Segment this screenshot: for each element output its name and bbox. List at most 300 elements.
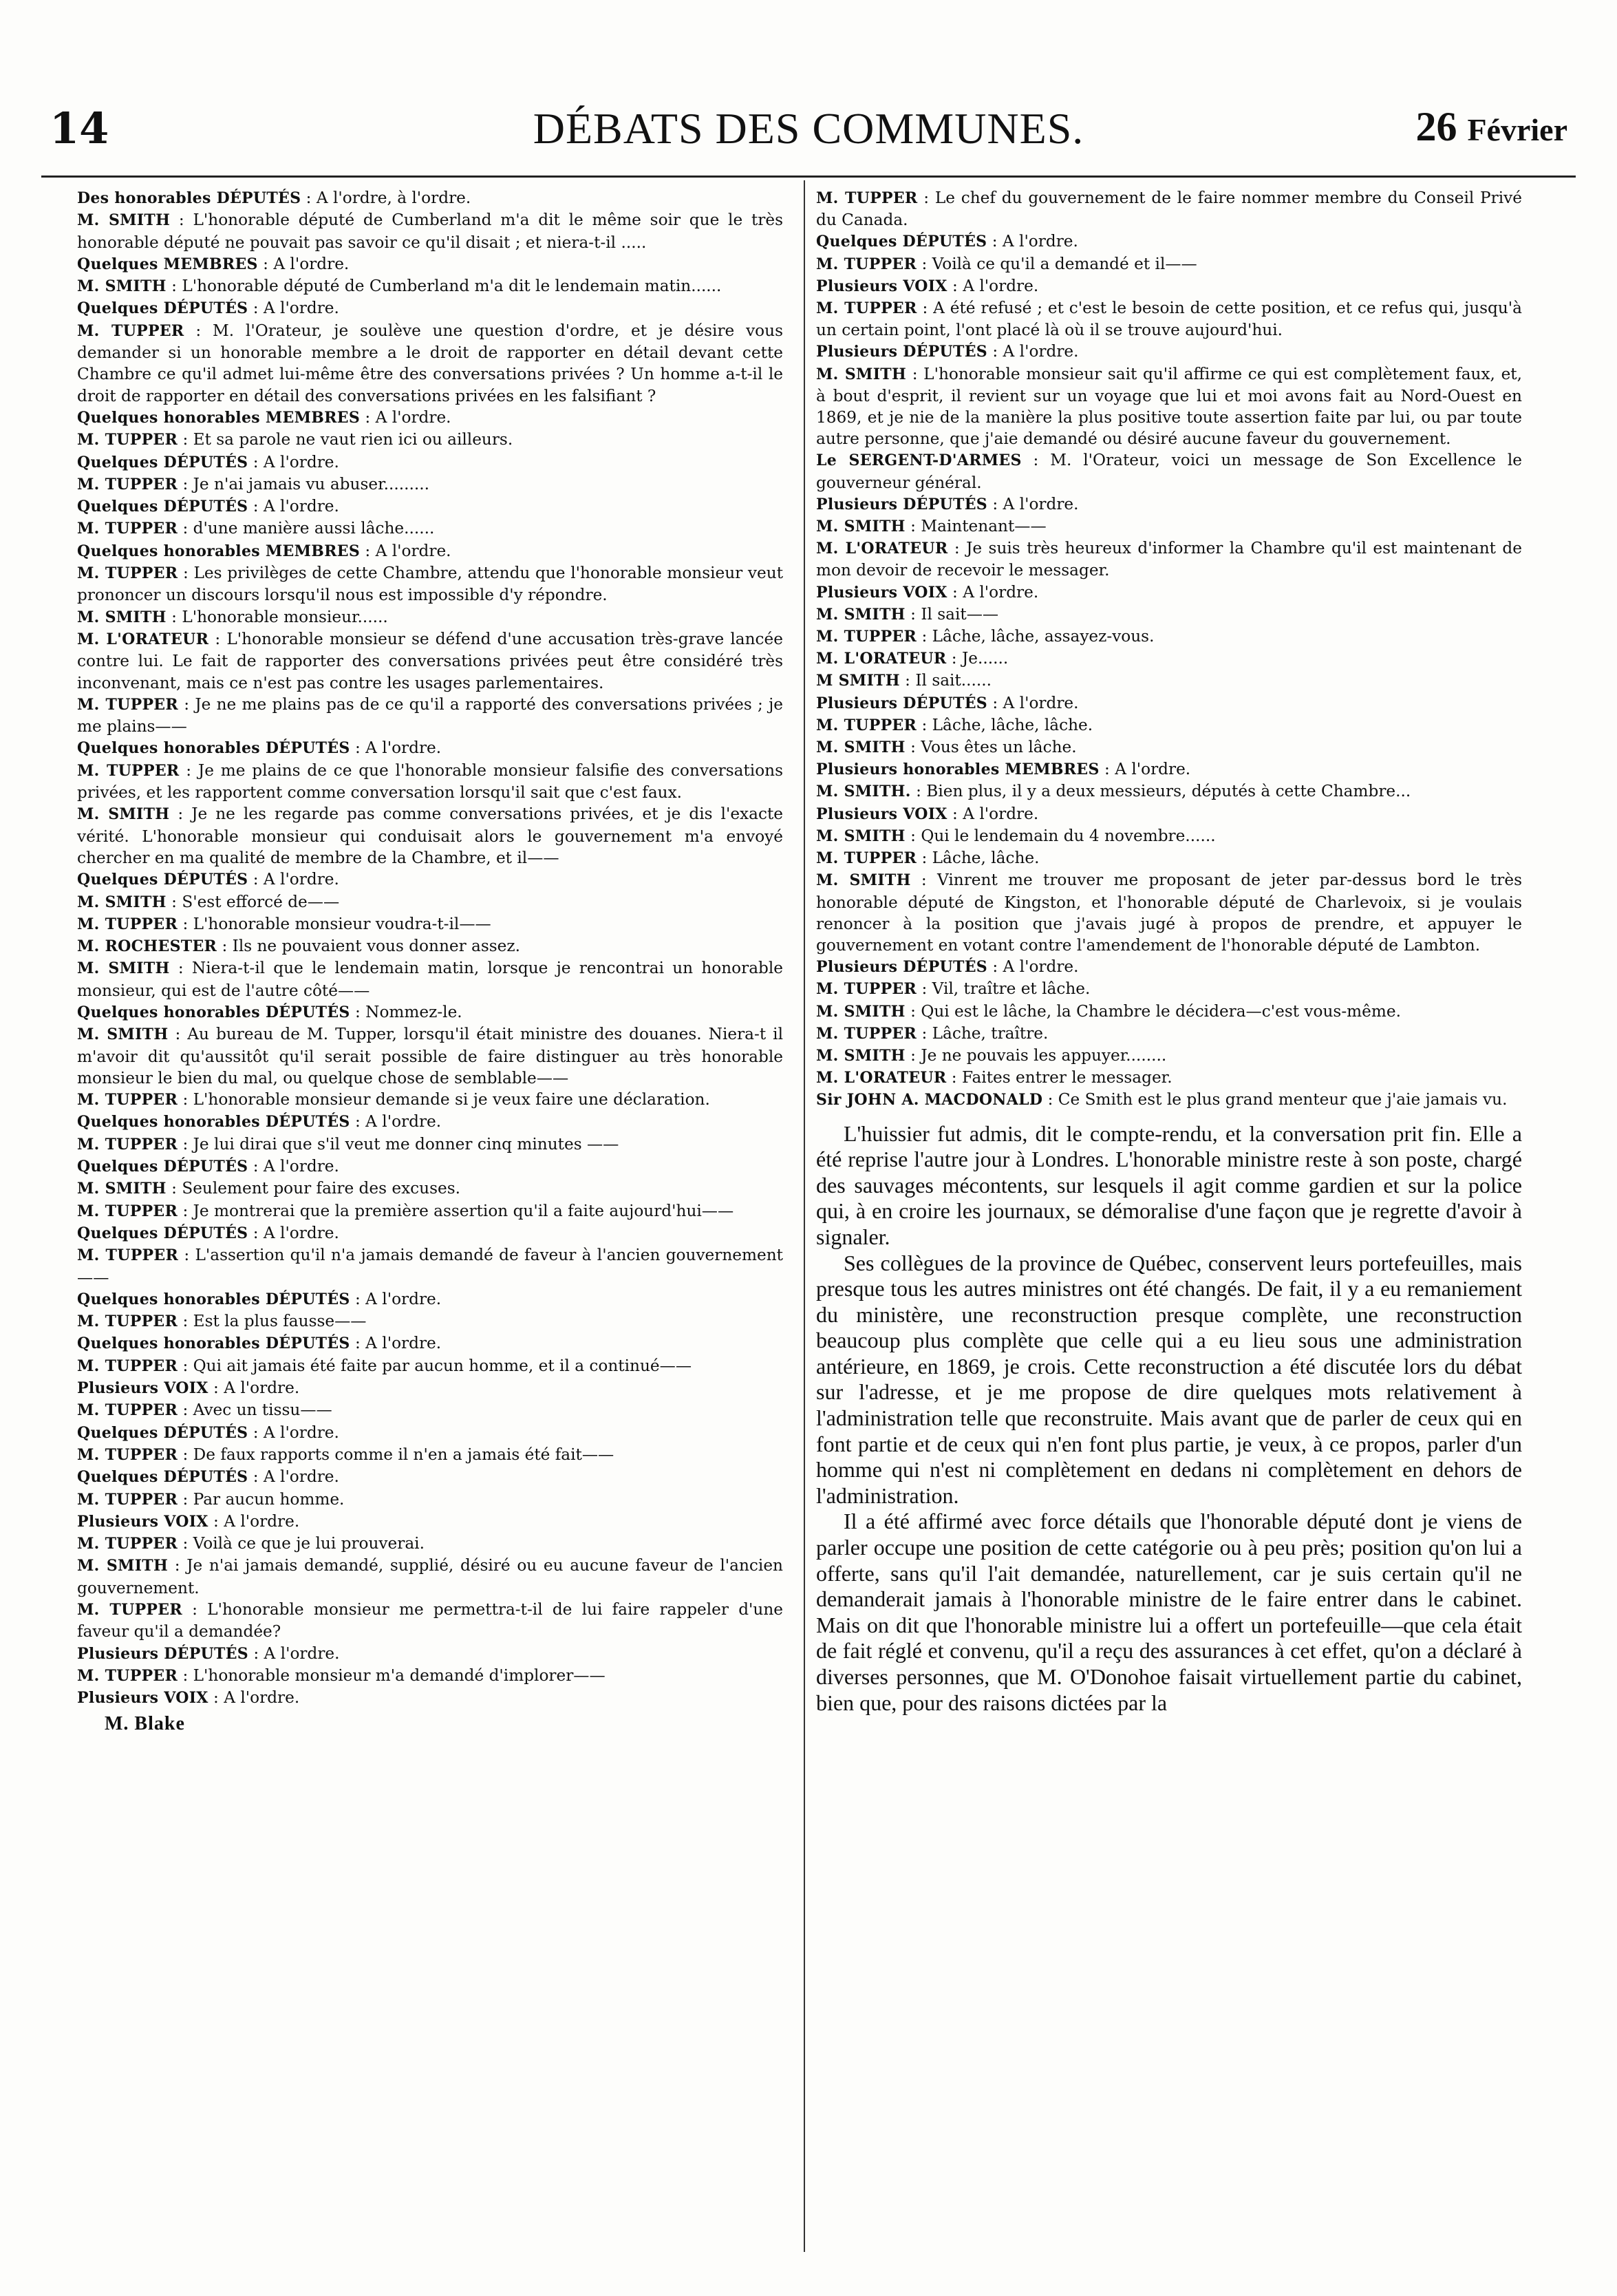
entry-text: A l'ordre. [263, 1157, 339, 1176]
debate-entry [816, 341, 1522, 363]
speaker-name: M. TUPPER [77, 1601, 182, 1619]
entry-text: L'honorable monsieur se défend d'une accusation très-grave lancée contre lui. Le fait de rapporter des conversations privées peut être considéré très inconvenant, mais ce n'est pas contre les usages parlementaires. [77, 629, 783, 692]
debate-entry [77, 1377, 783, 1399]
entry-text: Est la plus fausse—— [193, 1312, 367, 1331]
speaker-separator: : [947, 539, 967, 558]
speaker-name: M. TUPPER [816, 716, 917, 734]
debate-entry [77, 1511, 783, 1533]
speaker-name: M. SMITH [77, 1180, 167, 1198]
speaker-name: M. SMITH [816, 1046, 906, 1065]
speaker-name: M. TUPPER [77, 1246, 179, 1265]
debate-entry [77, 1599, 783, 1643]
debate-entry [77, 275, 783, 297]
date-month: Février [1467, 112, 1567, 147]
entry-text: Vil, traître et lâche. [932, 979, 1091, 999]
debate-entry [77, 320, 783, 407]
speaker-name: M. TUPPER [77, 1135, 178, 1154]
debate-entry [77, 1355, 783, 1377]
debate-entry [816, 538, 1522, 581]
speaker-separator: : [917, 979, 932, 999]
debate-entry [77, 957, 783, 1001]
speaker-name: Plusieurs VOIX [816, 583, 947, 602]
debate-entry [816, 714, 1522, 736]
speaker-name: Quelques DÉPUTÉS [77, 1468, 248, 1487]
debate-entry [77, 540, 783, 562]
prose-paragraph: Ses collègues de la province de Québec, conservent leurs portefeuilles, mais presque tous les autres ministres ont été changés. De fait, il y a eu remaniement du ministère, une reconstruction presque complète, une reconstruction beaucoup plus complète que celle qui a eu lieu sous une administration antérieure, en 1869, je crois. Cette reconstruction a été discutée lors du débat sur l'adresse, et je me propose de dire quelques mots relativement à l'administration telle que reconstruite. Mais avant que de parler de ceux qui en font partie et de ceux qui n'en font plus partie, je veux, à ce propos, parler d'un homme qui n'est ni complètement en dedans ni complètement en dehors de l'administration. [816, 1250, 1522, 1508]
entry-text: A l'ordre. [1003, 957, 1079, 977]
speaker-separator: : [178, 474, 193, 493]
page-date [1415, 103, 1567, 151]
entry-text: L'honorable monsieur demande si je veux faire une déclaration. [193, 1090, 710, 1109]
debate-entry [816, 780, 1522, 802]
debate-entry [77, 1555, 783, 1599]
entry-text: Maintenant—— [921, 517, 1047, 536]
speaker-separator: : [166, 1179, 182, 1198]
speaker-name: Plusieurs DÉPUTÉS [816, 343, 987, 361]
entry-text: Je n'ai jamais vu abuser......... [193, 474, 429, 493]
speaker-separator: : [208, 1379, 224, 1398]
debate-entry [77, 1422, 783, 1444]
speaker-name: M. SMITH [816, 365, 907, 383]
speaker-name: Quelques DÉPUTÉS [77, 1423, 248, 1442]
speaker-separator: : [350, 1334, 366, 1353]
debate-entry [77, 1156, 783, 1178]
column-divider [804, 180, 805, 2252]
speaker-name: M. SMITH [77, 959, 170, 978]
entry-text: L'honorable député de Cumberland m'a dit le même soir que le très honorable député ne pouvait pas savoir ce qu'il disait ; et niera-t-il ..... [77, 211, 783, 252]
speaker-name: M. TUPPER [77, 475, 178, 493]
entry-text: L'honorable monsieur voudra-t-il—— [193, 914, 491, 933]
debate-entry [77, 1643, 783, 1665]
debate-entry [816, 978, 1522, 1000]
entry-text: A l'ordre. [224, 1688, 300, 1708]
debate-entry [77, 628, 783, 694]
speaker-name: M. SMITH [77, 805, 170, 824]
entry-text: L'assertion qu'il n'a jamais demandé de faveur à l'ancien gouvernement—— [77, 1246, 783, 1287]
entry-text: L'honorable monsieur me permettra-t-il de lui faire rappeler d'une faveur qu'il a demandée? [77, 1600, 784, 1641]
speaker-separator: : [178, 519, 193, 538]
speaker-name: Quelques honorables MEMBRES [77, 542, 361, 560]
debate-entry [77, 1089, 783, 1111]
entry-text: Je ne pouvais les appuyer........ [921, 1045, 1167, 1065]
speaker-separator: : [947, 582, 963, 602]
speaker-separator: : [987, 342, 1003, 361]
speaker-separator: : [1042, 1090, 1058, 1109]
speaker-separator: : [987, 693, 1003, 712]
entry-text: L'honorable monsieur...... [182, 607, 388, 626]
speaker-separator: : [168, 1556, 187, 1575]
speaker-separator: : [166, 892, 182, 911]
speaker-name: M. SMITH [77, 211, 171, 230]
entry-text: Les privilèges de cette Chambre, attendu que l'honorable monsieur veut prononcer un discours lorsqu'il nous est impossible d'y répondre. [77, 564, 784, 605]
speaker-separator: : [170, 211, 193, 230]
speaker-name: M. TUPPER [816, 189, 918, 207]
speaker-name: M. L'ORATEUR [816, 650, 947, 668]
debate-entry [77, 760, 783, 804]
debate-entry [77, 891, 783, 913]
debate-entry [77, 253, 783, 275]
speaker-separator: : [917, 715, 932, 734]
entry-text: Bien plus, il y a deux messieurs, députés à cette Chambre... [926, 782, 1411, 801]
debate-entry [77, 1111, 783, 1133]
debate-entry [816, 825, 1522, 847]
speaker-name: M. TUPPER [77, 915, 178, 933]
debate-entry [816, 670, 1522, 692]
entry-text: A l'ordre. [263, 870, 339, 889]
debate-entry [816, 626, 1522, 648]
speaker-name: M. SMITH [77, 277, 167, 296]
debate-entry [816, 803, 1522, 825]
speaker-separator: : [208, 629, 227, 648]
entry-text: Par aucun homme. [193, 1489, 345, 1509]
speaker-name: Quelques DÉPUTÉS [77, 453, 248, 471]
speaker-name: Quelques DÉPUTÉS [816, 233, 987, 251]
speaker-separator: : [208, 1688, 224, 1708]
debate-entry [77, 1310, 783, 1332]
right-column-entries [816, 187, 1522, 1112]
entry-text: Lâche, lâche, lâche. [932, 715, 1093, 734]
speaker-separator: : [182, 1600, 208, 1619]
entry-text: Ils ne pouvaient vous donner assez. [232, 937, 520, 956]
speaker-separator: : [178, 914, 193, 933]
speaker-separator: : [178, 1090, 193, 1109]
speaker-separator: : [917, 849, 932, 868]
speaker-name: M. TUPPER [816, 255, 917, 273]
entry-text: A l'ordre. [1002, 232, 1078, 251]
speaker-name: M. ROCHESTER [77, 937, 217, 956]
debate-entry [816, 253, 1522, 275]
speaker-name: M. TUPPER [77, 761, 180, 780]
speaker-name: M. TUPPER [77, 1401, 178, 1420]
speaker-name: Quelques DÉPUTÉS [77, 1158, 248, 1176]
speaker-separator: : [178, 1489, 193, 1509]
speaker-name: Plusieurs VOIX [77, 1379, 208, 1398]
speaker-name: M. SMITH [77, 893, 167, 911]
entry-text: Vinrent me trouver me proposant de jeter par-dessus bord le très honorable député de Kingston, et l'honorable député de Charlevoix, si je voulais renoncer à la position que j'avais jugé à propos de prendre, et appuyer le gouvernement en votant contre l'amendement de l'honorable député de Lambton. [816, 871, 1522, 955]
speaker-separator: : [917, 627, 932, 646]
speaker-name: M. TUPPER [816, 849, 917, 868]
entry-text: Je ne me plains pas de ce qu'il a rapporté des conversations privées ; je me plains—— [77, 694, 784, 736]
speaker-separator: : [906, 364, 924, 383]
entry-text: A l'ordre. [264, 1644, 340, 1663]
speaker-name: Plusieurs honorables MEMBRES [816, 761, 1100, 779]
debate-entry [816, 493, 1522, 515]
entry-text: A l'ordre. [263, 299, 339, 318]
speaker-separator: : [178, 1134, 193, 1154]
speaker-name: M. SMITH [816, 518, 906, 536]
debate-entry [816, 231, 1522, 253]
entry-text: S'est efforcé de—— [182, 892, 340, 911]
entry-text: Il sait...... [915, 671, 992, 690]
speaker-name: M. SMITH [816, 871, 911, 890]
speaker-separator: : [248, 1644, 264, 1663]
entry-text: A l'ordre. [365, 1112, 442, 1131]
debate-entry [816, 869, 1522, 956]
debate-entry [816, 449, 1522, 493]
speaker-separator: : [946, 649, 962, 668]
speaker-separator: : [178, 1312, 193, 1331]
entry-text: A l'ordre. [365, 1289, 442, 1308]
speaker-separator: : [208, 1511, 224, 1531]
entry-text: A l'ordre. [1003, 494, 1079, 513]
speaker-name: Quelques honorables DÉPUTÉS [77, 1335, 350, 1353]
speaker-separator: : [178, 1445, 193, 1464]
entry-text: A l'ordre. [263, 1223, 339, 1242]
speaker-separator: : [178, 1201, 193, 1220]
speaker-name: Plusieurs VOIX [816, 805, 947, 823]
speaker-separator: : [899, 671, 916, 690]
debate-entry [77, 1134, 783, 1156]
debate-entry [77, 562, 783, 606]
speaker-separator: : [248, 452, 264, 471]
speaker-separator: : [917, 254, 932, 273]
speaker-separator: : [1099, 760, 1115, 779]
debate-entry [77, 1489, 783, 1511]
entry-text: A l'ordre. [224, 1511, 300, 1531]
speaker-name: M. L'ORATEUR [816, 540, 948, 558]
speaker-separator: : [248, 497, 264, 516]
debate-entry [77, 1200, 783, 1222]
entry-text: Qui le lendemain du 4 novembre...... [921, 826, 1216, 845]
left-column [77, 187, 783, 1735]
entry-text: Qui ait jamais été faite par aucun homme, et il a continué—— [193, 1356, 692, 1375]
debate-entry [816, 1089, 1522, 1111]
speaker-name: M. TUPPER [77, 1535, 178, 1553]
debate-entry [77, 297, 783, 319]
entry-text: A l'ordre. [375, 541, 451, 560]
debate-entry [77, 518, 783, 540]
speaker-name: M. L'ORATEUR [77, 630, 209, 648]
speaker-separator: : [257, 254, 274, 273]
debate-entry [77, 913, 783, 935]
speaker-separator: : [248, 870, 264, 889]
debate-entry [77, 737, 783, 759]
speaker-separator: : [910, 871, 938, 890]
debate-entry [77, 694, 783, 738]
speaker-name: Plusieurs DÉPUTÉS [816, 694, 987, 712]
debate-entry [816, 582, 1522, 604]
debate-entry [816, 648, 1522, 670]
entry-text: A l'ordre. [963, 582, 1039, 602]
debate-entry [816, 1001, 1522, 1023]
entry-text: Lâche, lâche. [932, 849, 1040, 868]
entry-text: A l'ordre. [273, 254, 350, 273]
debate-entry [816, 847, 1522, 869]
right-column [816, 187, 1522, 1716]
entry-text: Voilà ce que je lui prouverai. [193, 1534, 425, 1553]
speaker-name: M. TUPPER [77, 1445, 178, 1464]
speaker-separator: : [947, 804, 963, 823]
speaker-separator: : [301, 189, 317, 207]
entry-text: M. l'Orateur, voici un message de Son Excellence le gouverneur général. [816, 451, 1522, 492]
speaker-separator: : [248, 1423, 264, 1442]
entry-text: De faux rapports comme il n'en a jamais été fait—— [193, 1445, 614, 1464]
speaker-name: M. TUPPER [816, 628, 917, 646]
speaker-separator: : [917, 189, 935, 207]
speaker-separator: : [987, 494, 1003, 513]
speaker-name: Des honorables DÉPUTÉS [77, 189, 301, 207]
debate-entry [77, 1288, 783, 1310]
entry-text: Et sa parole ne vaut rien ici ou ailleurs. [193, 430, 513, 449]
entry-text: A l'ordre. [263, 1423, 339, 1442]
speaker-separator: : [178, 430, 193, 449]
entry-text: Vous êtes un lâche. [921, 738, 1077, 757]
speaker-separator: : [178, 1534, 193, 1553]
debate-entry [77, 1001, 783, 1023]
debate-entry [816, 275, 1522, 297]
entry-text: Je n'ai jamais demandé, supplié, désiré ou eu aucune faveur de l'ancien gouvernement. [77, 1556, 783, 1597]
speaker-separator: : [905, 738, 921, 757]
debate-entry [77, 496, 783, 518]
speaker-name: Plusieurs VOIX [816, 277, 947, 295]
speaker-separator: : [166, 607, 182, 626]
left-column-entries [77, 187, 783, 1709]
speaker-separator: : [917, 1023, 932, 1043]
speaker-separator: : [905, 1045, 921, 1065]
entry-text: Je suis très heureux d'informer la Chambre qu'il est maintenant de mon devoir de recevoir le messager. [816, 539, 1522, 580]
speaker-name: Le SERGENT-D'ARMES [816, 451, 1022, 470]
speaker-name: M. TUPPER [816, 1024, 917, 1043]
entry-text: A l'ordre. [1003, 693, 1079, 712]
entry-text: A l'ordre, à l'ordre. [316, 189, 471, 207]
speaker-name: M. TUPPER [816, 980, 917, 999]
debate-entry [77, 935, 783, 957]
speaker-separator: : [248, 299, 264, 318]
entry-text: L'honorable monsieur sait qu'il affirme ce qui est complètement faux, et, à bout d'esprit, il revient sur un voyage que lui et moi avons fait au Nord-Ouest en 1869, et je nie de la manière la plus positive toute assertion faite par lui, ou par toute autre personne, que j'aie demandé ou désiré aucune faveur du gouvernement. [816, 364, 1522, 449]
speaker-separator: : [987, 232, 1003, 251]
speaker-name: M. SMITH [77, 608, 167, 626]
entry-text: A l'ordre. [365, 1334, 442, 1353]
speaker-separator: : [178, 694, 195, 714]
speaker-name: M. TUPPER [77, 1357, 178, 1375]
speaker-name: M. SMITH [816, 605, 906, 624]
speaker-name: Plusieurs DÉPUTÉS [77, 1644, 248, 1663]
debate-entry [816, 604, 1522, 626]
speaker-name: M. SMITH [816, 1002, 906, 1021]
debate-entry [77, 869, 783, 891]
debate-entry [77, 407, 783, 429]
speaker-separator: : [248, 1157, 264, 1176]
speaker-separator: : [1021, 451, 1051, 470]
speaker-name: M. TUPPER [77, 1091, 178, 1109]
speaker-name: M. TUPPER [77, 1202, 178, 1220]
speaker-separator: : [217, 937, 233, 956]
speaker-separator: : [905, 517, 921, 536]
debate-entry [816, 956, 1522, 978]
speaker-name: Quelques honorables DÉPUTÉS [77, 1003, 350, 1021]
entry-text: A l'ordre. [365, 738, 442, 758]
entry-text: A l'ordre. [375, 407, 451, 427]
speaker-name: M. SMITH [816, 827, 906, 845]
speaker-name: Plusieurs DÉPUTÉS [816, 958, 987, 977]
speaker-separator: : [350, 1112, 366, 1131]
speaker-name: Sir JOHN A. MACDONALD [816, 1091, 1043, 1109]
speaker-name: Plusieurs VOIX [77, 1689, 208, 1708]
speaker-separator: : [910, 782, 927, 801]
speaker-name: Plusieurs VOIX [77, 1512, 208, 1531]
speaker-name: M. TUPPER [77, 431, 178, 449]
entry-text: A l'ordre. [1115, 760, 1191, 779]
speaker-name: M. TUPPER [77, 1490, 178, 1509]
debate-entry [77, 474, 783, 496]
entry-text: Qui est le lâche, la Chambre le décidera—c'est vous-même. [921, 1001, 1401, 1021]
debate-entry [77, 606, 783, 628]
speaker-name: Quelques honorables MEMBRES [77, 408, 361, 427]
speaker-name: Quelques DÉPUTÉS [77, 498, 248, 516]
speaker-separator: : [178, 1666, 193, 1685]
page-title: DÉBATS DES COMMUNES. [533, 104, 1084, 153]
debate-entry [816, 297, 1522, 341]
entry-text: Avec un tissu—— [193, 1401, 332, 1420]
speaker-separator: : [179, 761, 198, 780]
speaker-name: M. SMITH [816, 738, 906, 757]
debate-entry [77, 1244, 783, 1288]
speaker-separator: : [178, 564, 194, 583]
entry-text: L'honorable député de Cumberland m'a dit le lendemain matin...... [182, 277, 722, 296]
entry-text: Seulement pour faire des excuses. [182, 1179, 460, 1198]
entry-text: Lâche, lâche, assayez-vous. [932, 627, 1155, 646]
debate-entry [816, 758, 1522, 780]
entry-text: Niera-t-il que le lendemain matin, lorsque je rencontrai un honorable monsieur, qui est de l'autre côté—— [77, 959, 783, 1000]
debate-entry [77, 1466, 783, 1488]
speaker-separator: : [946, 1068, 962, 1087]
speaker-separator: : [350, 1289, 366, 1308]
entry-text: Au bureau de M. Tupper, lorsqu'il était ministre des douanes. Niera-t il m'avoir dit qu'aussitôt qu'il serait possible de faire distinguer au très honorable monsieur le bien du mal, ou quelque chose de semblable—— [77, 1025, 783, 1087]
speaker-name: M. TUPPER [816, 299, 917, 318]
debate-entry [77, 1332, 783, 1354]
prose-paragraph: L'huissier fut admis, dit le compte-rendu, et la conversation prit fin. Elle a été reprise l'autre jour à Londres. L'honorable ministre reste à son poste, chargé des sauvages mécontents, sur lesquels il agit comme gardien et sur la police qui, à en croire les journaux, se démoralise d'une façon que je regrette d'avoir à signaler. [816, 1120, 1522, 1249]
speaker-name: Quelques honorables DÉPUTÉS [77, 739, 350, 758]
entry-text: M. l'Orateur, je soulève une question d'ordre, et je désire vous demander si un honorable membre a le droit de rapporter en détail devant cette Chambre ce qu'il admet lui-même être des conversations privées ? Un homme a-t-il le droit de rapporter en détail des conversations privées en les falsifiant ? [77, 321, 783, 405]
speaker-separator: : [905, 604, 921, 624]
debate-entry [816, 1067, 1522, 1089]
debate-entry [77, 803, 783, 869]
entry-text: Je...... [961, 649, 1009, 668]
column-signature: M. Blake [105, 1713, 185, 1735]
debate-entry [77, 209, 783, 253]
debate-entry [77, 1533, 783, 1555]
header-rule [41, 176, 1576, 178]
speaker-name: M. SMITH [77, 1557, 169, 1575]
entry-text: Je lui dirai que s'il veut me donner cinq minutes —— [193, 1134, 619, 1154]
debate-entry [77, 1687, 783, 1709]
entry-text: Lâche, traître. [932, 1023, 1049, 1043]
entry-text: A l'ordre. [224, 1379, 300, 1398]
speaker-separator: : [987, 957, 1003, 977]
entry-text: A l'ordre. [963, 276, 1039, 295]
speaker-separator: : [168, 1025, 188, 1044]
speaker-name: Quelques DÉPUTÉS [77, 871, 248, 889]
right-column-prose [816, 1121, 1522, 1716]
debate-entry [816, 515, 1522, 538]
speaker-name: M. TUPPER [77, 321, 184, 340]
speaker-name: M. L'ORATEUR [816, 1069, 947, 1087]
page-header [41, 103, 1576, 151]
debate-entry [77, 1399, 783, 1421]
debate-entry [77, 1222, 783, 1244]
debate-entry [816, 1045, 1522, 1067]
speaker-separator: : [166, 277, 182, 296]
speaker-separator: : [917, 299, 934, 318]
entry-text: A l'ordre. [263, 452, 339, 471]
speaker-name: M. SMITH [77, 1025, 169, 1044]
entry-text: Ce Smith est le plus grand menteur que j'aie jamais vu. [1058, 1090, 1508, 1109]
speaker-separator: : [360, 541, 376, 560]
speaker-separator: : [248, 1467, 264, 1487]
speaker-name: Plusieurs DÉPUTÉS [816, 495, 987, 513]
entry-text: A l'ordre. [1003, 342, 1079, 361]
speaker-separator: : [169, 959, 192, 978]
